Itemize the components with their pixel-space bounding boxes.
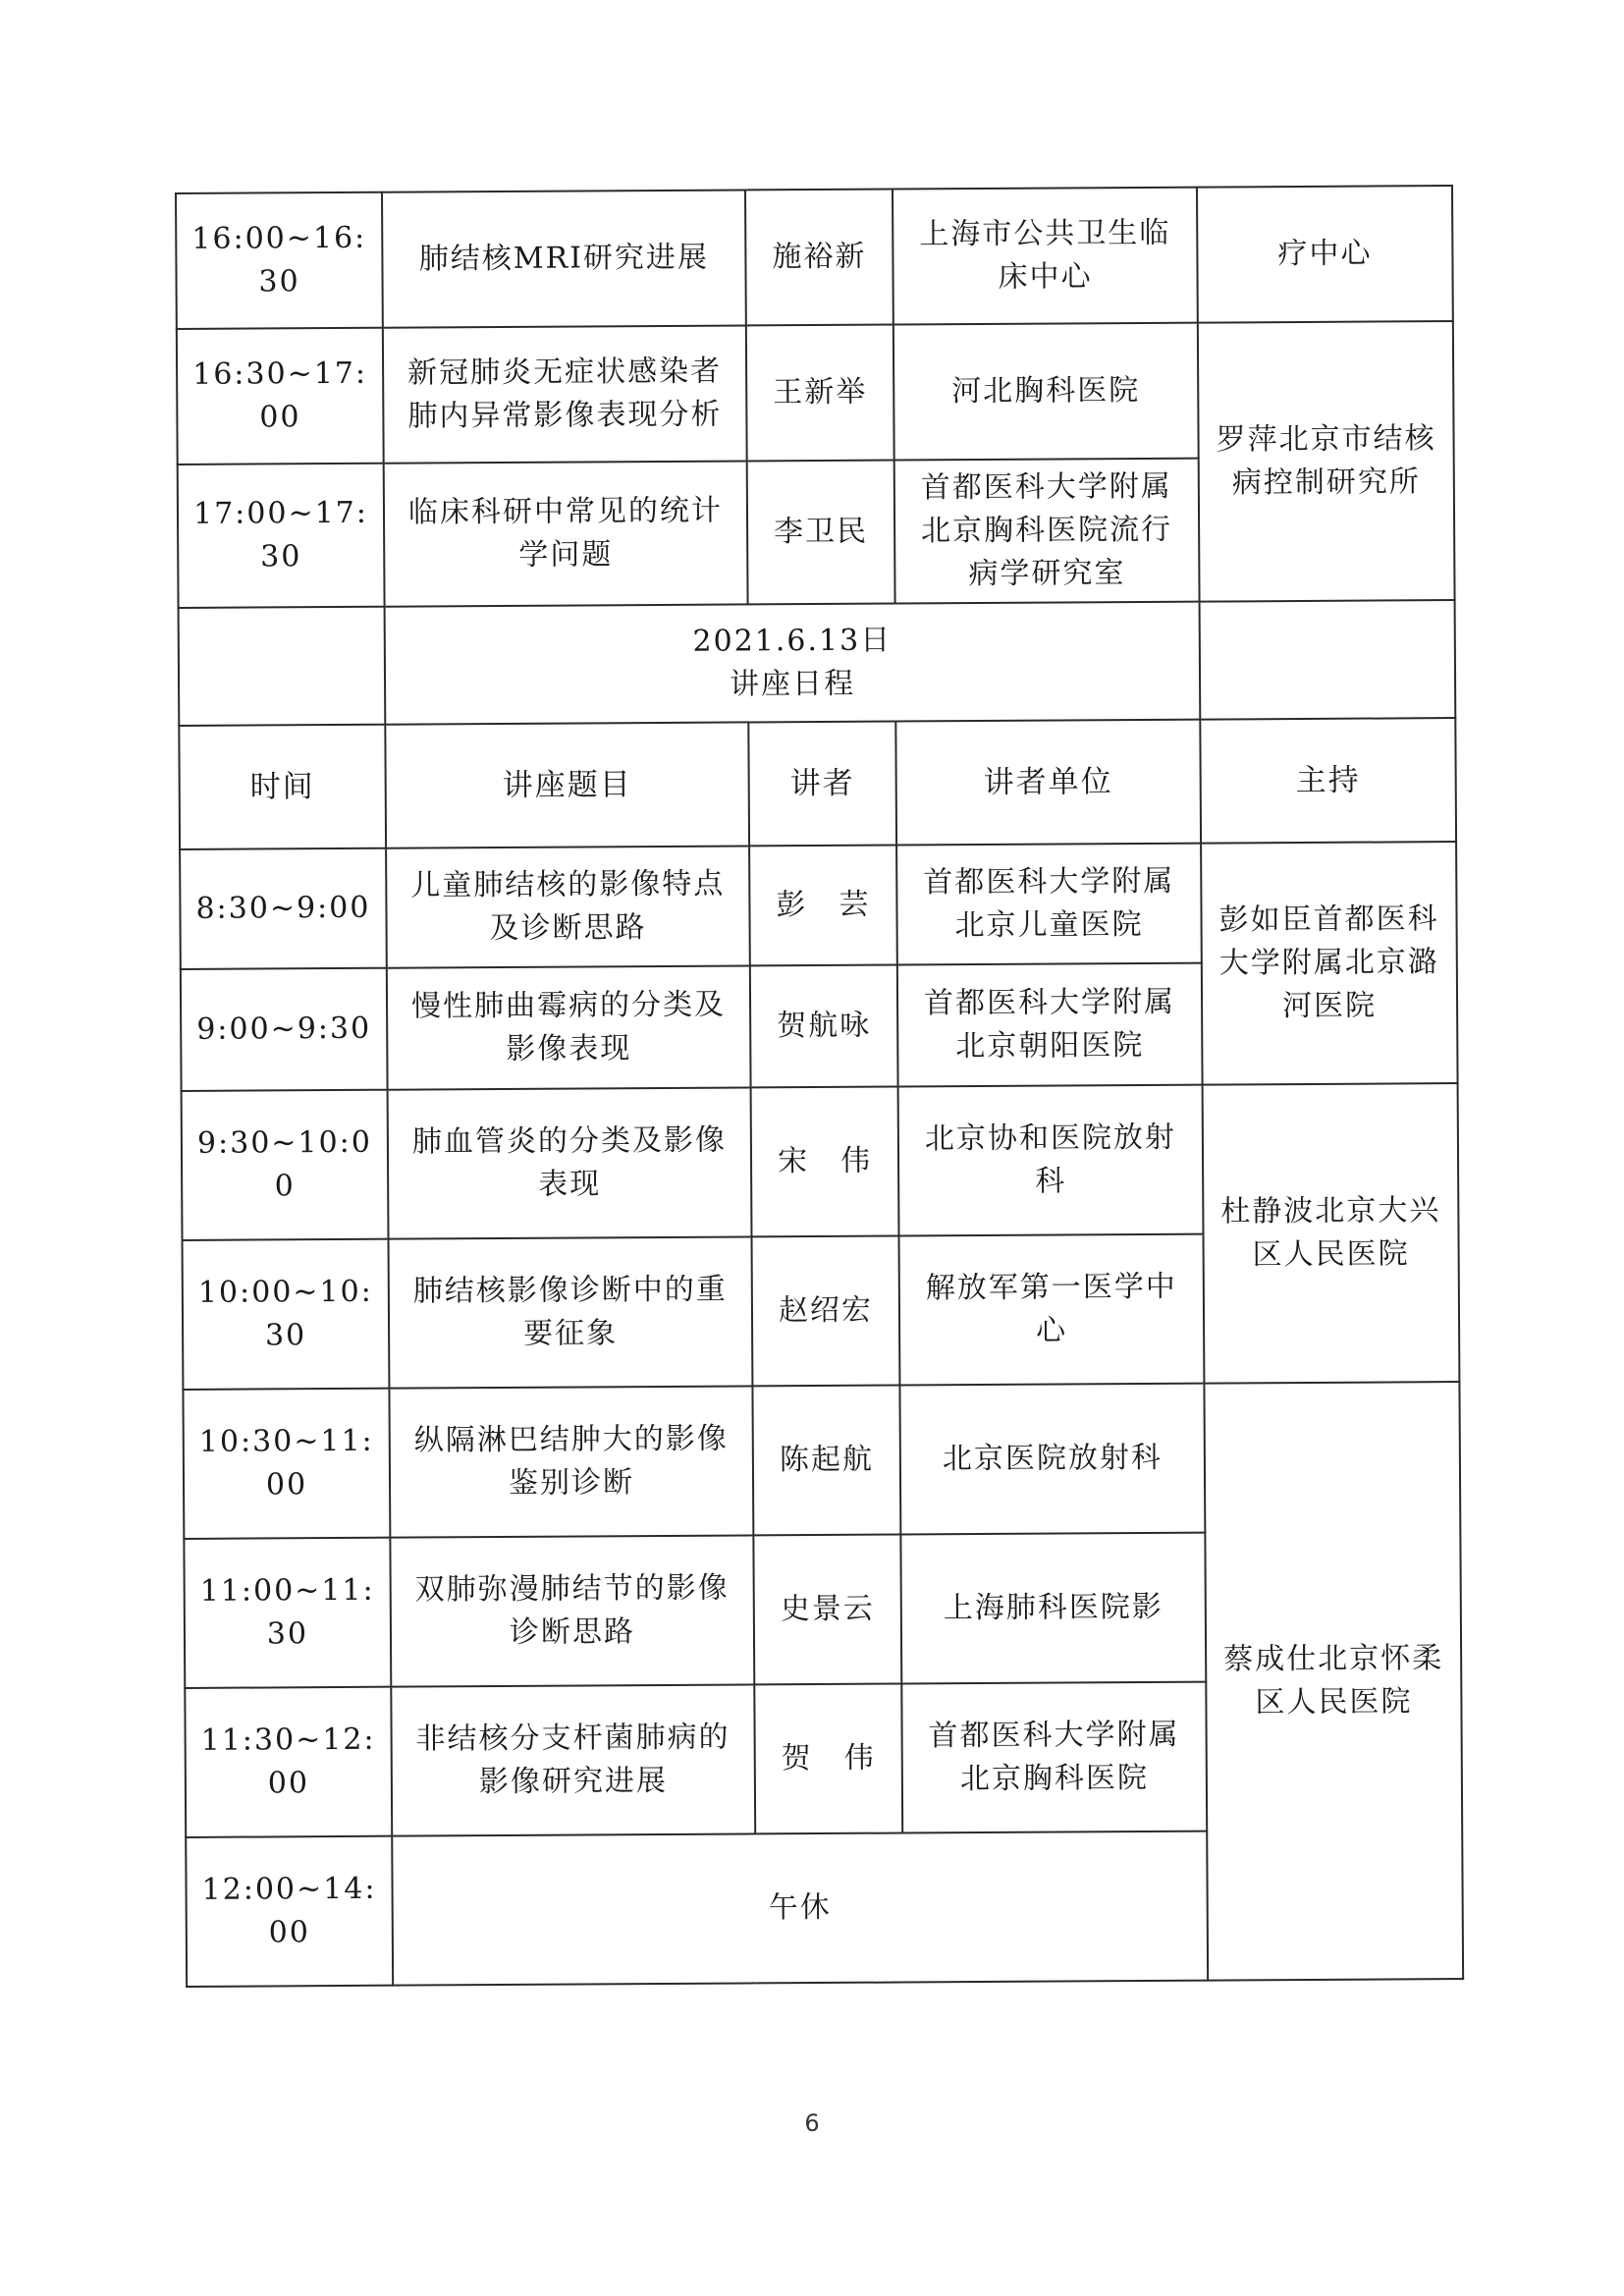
time-cell: 16:00~16:30 (176, 192, 383, 329)
topic-cell: 双肺弥漫肺结节的影像诊断思路 (390, 1535, 754, 1686)
topic-cell: 慢性肺曲霉病的分类及影像表现 (387, 965, 751, 1089)
topic-cell: 新冠肺炎无症状感染者肺内异常影像表现分析 (383, 325, 747, 463)
time-cell: 8:30~9:00 (180, 848, 387, 969)
table-row (180, 842, 1457, 969)
table-row (182, 1083, 1459, 1240)
speaker-cell: 陈起航 (752, 1386, 900, 1536)
unit-cell: 北京协和医院放射科 (898, 1085, 1204, 1236)
day-title: 讲座日程 (729, 666, 856, 702)
header-time: 时间 (179, 725, 386, 849)
topic-cell: 肺血管炎的分类及影像表现 (388, 1087, 752, 1238)
time-cell: 10:30~11:00 (183, 1389, 390, 1539)
unit-cell: 解放军第一医学中心 (899, 1234, 1205, 1386)
day-heading-row (179, 600, 1456, 726)
schedule-table (175, 185, 1464, 1988)
break-time: 12:00~14:00 (186, 1836, 393, 1987)
host-cell: 罗萍北京市结核病控制研究所 (1198, 321, 1455, 602)
header-topic: 讲座题目 (385, 722, 749, 847)
topic-cell: 肺结核影像诊断中的重要征象 (389, 1236, 753, 1388)
host-cell: 蔡成仕北京怀柔区人民医院 (1204, 1382, 1463, 1981)
empty-cell (179, 607, 386, 726)
table-row (176, 186, 1453, 329)
topic-cell: 肺结核MRI研究进展 (382, 190, 746, 327)
empty-cell (1200, 600, 1456, 720)
day-date: 2021.6.13日 (692, 623, 893, 659)
table-row (183, 1382, 1460, 1539)
time-cell: 9:00~9:30 (181, 968, 388, 1091)
time-cell: 17:00~17:30 (178, 464, 385, 608)
unit-cell: 首都医科大学附属北京儿童医院 (896, 844, 1202, 965)
header-speaker: 讲者 (748, 722, 896, 847)
unit-cell: 首都医科大学附属北京朝阳医院 (897, 963, 1203, 1087)
topic-cell: 临床科研中常见的统计学问题 (384, 461, 748, 606)
header-host: 主持 (1200, 718, 1456, 844)
speaker-cell: 贺航咏 (750, 965, 898, 1088)
host-cell: 杜静波北京大兴区人民医院 (1203, 1083, 1460, 1384)
speaker-cell: 贺 伟 (754, 1684, 902, 1834)
day-heading (385, 602, 1201, 725)
topic-cell: 儿童肺结核的影像特点及诊断思路 (386, 846, 750, 967)
topic-cell: 非结核分支杆菌肺病的影像研究进展 (391, 1684, 755, 1835)
host-cell: 疗中心 (1197, 186, 1453, 323)
unit-cell: 上海市公共卫生临床中心 (893, 188, 1198, 325)
unit-cell: 河北胸科医院 (893, 323, 1199, 461)
topic-cell: 纵隔淋巴结肿大的影像鉴别诊断 (389, 1386, 753, 1537)
unit-cell: 北京医院放射科 (899, 1384, 1205, 1535)
page-number: 6 (804, 2109, 820, 2137)
unit-cell: 首都医科大学附属北京胸科医院 (901, 1682, 1207, 1833)
header-row (179, 718, 1456, 849)
speaker-cell: 施裕新 (745, 190, 893, 326)
speaker-cell: 李卫民 (747, 461, 895, 605)
speaker-cell: 王新举 (746, 325, 894, 462)
break-label: 午休 (392, 1831, 1208, 1986)
unit-cell: 上海肺科医院影 (900, 1533, 1206, 1684)
time-cell: 11:00~11:30 (184, 1538, 391, 1688)
speaker-cell: 史景云 (753, 1535, 901, 1685)
speaker-cell: 彭 芸 (749, 846, 897, 966)
time-cell: 9:30~10:00 (182, 1090, 389, 1240)
time-cell: 10:00~10:30 (183, 1239, 390, 1390)
speaker-cell: 赵绍宏 (752, 1236, 900, 1387)
host-cell: 彭如臣首都医科大学附属北京潞河医院 (1201, 842, 1457, 1085)
header-unit: 讲者单位 (895, 720, 1201, 846)
time-cell: 16:30~17:00 (177, 328, 384, 465)
table-row (177, 321, 1454, 465)
speaker-cell: 宋 伟 (751, 1087, 899, 1237)
unit-cell: 首都医科大学附属北京胸科医院流行病学研究室 (894, 459, 1200, 604)
time-cell: 11:30~12:00 (185, 1687, 392, 1837)
